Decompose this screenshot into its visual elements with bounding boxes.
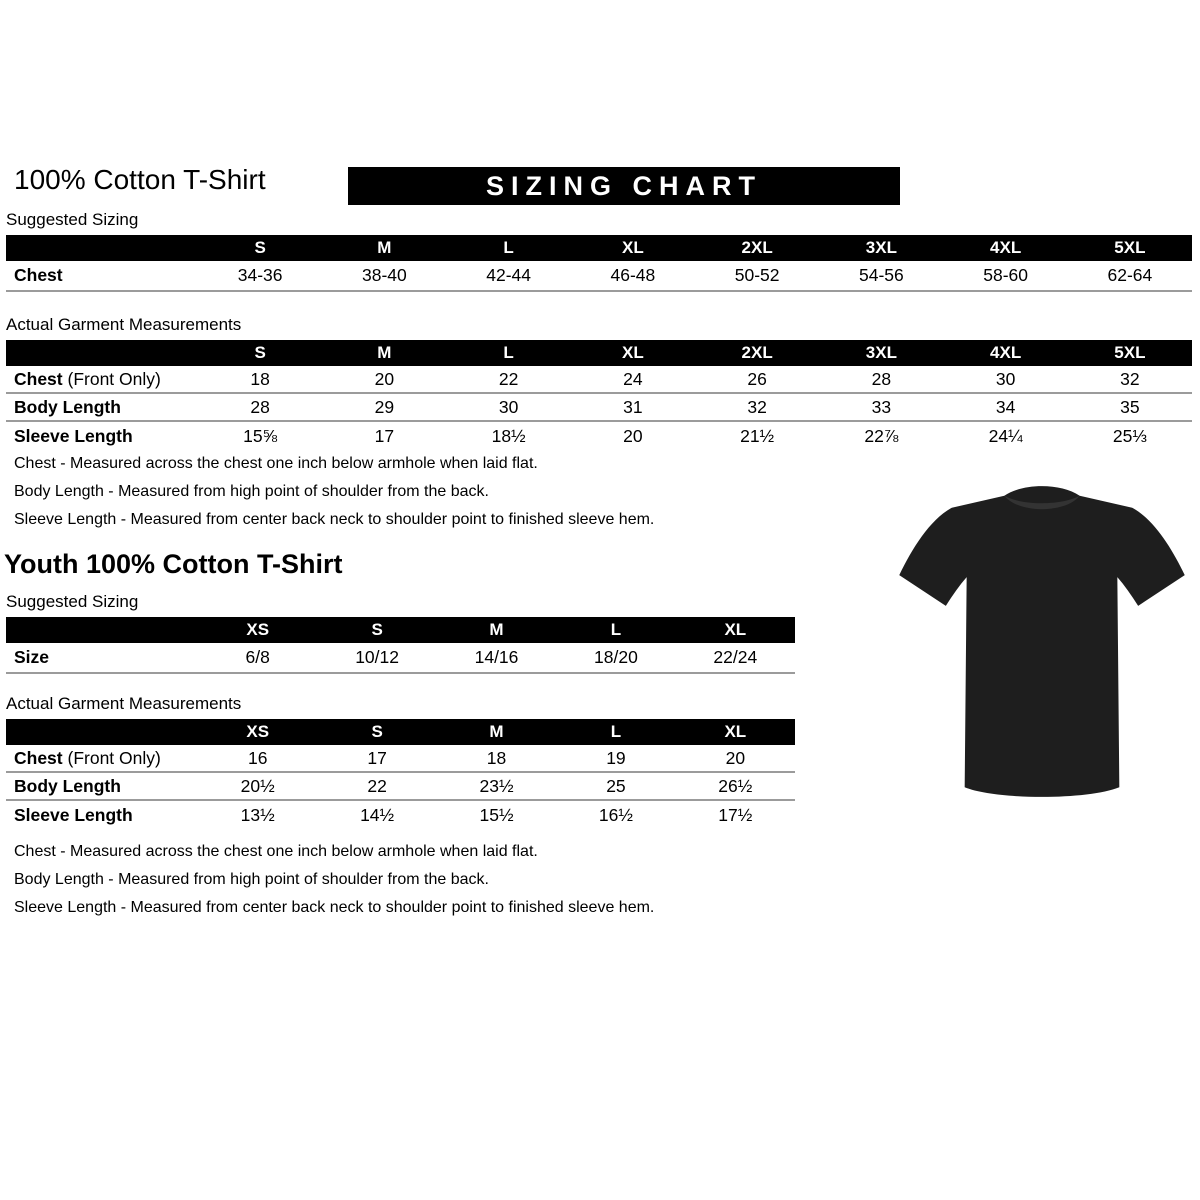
row-label (6, 748, 198, 769)
row-label-text: Chest (14, 265, 63, 285)
measurement-row (6, 261, 1192, 292)
note-sleeve-length: Sleeve Length - Measured from center back neck to shoulder point to finished sleeve hem. (14, 899, 655, 916)
measurement-value: 30 (498, 396, 519, 417)
size-column-header: 4XL (990, 343, 1022, 362)
note-sleeve-length: Sleeve Length - Measured from center back neck to shoulder point to finished sleeve hem. (14, 511, 655, 528)
measurement-value: 58-60 (983, 265, 1028, 285)
youth-measurement-notes (14, 843, 654, 927)
measurement-value: 24 (623, 368, 643, 389)
measurement-value: 17½ (718, 804, 753, 825)
actual-measurements-heading: Actual Garment Measurements (6, 694, 242, 713)
measurement-value: 18/20 (594, 647, 638, 667)
measurement-value: 25 (606, 775, 626, 796)
size-column-header: XL (622, 343, 644, 362)
adult-measurement-notes (14, 455, 654, 539)
size-column-header: S (254, 238, 266, 257)
measurement-value: 26½ (718, 775, 753, 796)
row-label-suffix: (Front Only) (62, 747, 161, 768)
youth-actual-measurements-section (6, 694, 795, 829)
suggested-sizing-heading: Suggested Sizing (6, 592, 139, 611)
measurement-value: 29 (374, 396, 395, 417)
measurement-value: 20 (725, 747, 746, 768)
measurement-row (6, 422, 1192, 450)
measurement-value: 26 (747, 368, 767, 389)
measurement-value: 15½ (479, 804, 514, 825)
measurement-value: 46-48 (610, 265, 656, 285)
measurement-value: 20 (374, 368, 395, 389)
measurement-value: 18½ (491, 425, 526, 446)
measurement-value: 10/12 (355, 647, 399, 667)
measurement-value: 17 (374, 425, 395, 446)
size-column-header: L (503, 238, 514, 257)
size-column-header: XL (622, 238, 644, 257)
measurement-value: 62-64 (1107, 265, 1153, 285)
measurement-value: 24¼ (988, 425, 1023, 446)
table-header-row (6, 340, 1192, 366)
measurement-value: 20 (623, 425, 643, 446)
row-label-suffix: (Front Only) (62, 368, 161, 389)
youth-suggested-sizing-table (6, 617, 795, 674)
size-column-header: M (377, 343, 392, 362)
table-header-row (6, 617, 795, 643)
measurement-value: 22 (367, 775, 387, 796)
note-body-length: Body Length - Measured from high point of shoulder from the back. (14, 871, 489, 888)
row-label-text: Sleeve Length (14, 804, 133, 825)
size-column-header: XL (724, 620, 747, 639)
row-label (6, 805, 198, 826)
size-column-header: L (610, 620, 622, 639)
sizing-chart-banner: SIZING CHART (348, 167, 900, 205)
size-column-header: 2XL (741, 343, 773, 362)
measurement-value: 33 (871, 396, 892, 417)
adult-suggested-sizing-section (6, 210, 1192, 292)
measurement-value: 50-52 (734, 265, 780, 285)
measurement-value: 22⅞ (864, 425, 899, 446)
youth-actual-measurements-table (6, 719, 795, 829)
measurement-value: 17 (367, 747, 387, 768)
measurement-value: 42-44 (486, 265, 531, 285)
actual-measurements-heading: Actual Garment Measurements (6, 315, 242, 334)
measurement-value: 22 (498, 368, 519, 389)
size-column-header: 3XL (865, 238, 897, 257)
size-column-header: L (610, 722, 622, 741)
measurement-value: 18 (486, 747, 507, 768)
size-column-header: M (377, 238, 392, 257)
measurement-value: 32 (1120, 368, 1140, 389)
measurement-row (6, 773, 795, 801)
size-column-header: 3XL (865, 343, 897, 362)
row-label (6, 647, 198, 668)
size-column-header: S (254, 343, 266, 362)
row-label-text: Size (14, 647, 50, 667)
adult-actual-measurements-section (6, 315, 1192, 450)
row-label (6, 397, 198, 418)
measurement-value: 38-40 (361, 265, 407, 285)
note-body-length: Body Length - Measured from high point of shoulder from the back. (14, 483, 489, 500)
measurement-value: 18 (250, 368, 270, 389)
tshirt-product-image (893, 474, 1191, 816)
tshirt-body (899, 486, 1184, 797)
measurement-value: 34-36 (237, 265, 283, 285)
measurement-row (6, 394, 1192, 422)
measurement-row (6, 745, 795, 773)
row-label (6, 776, 198, 797)
measurement-value: 21½ (740, 425, 775, 446)
size-column-header: XS (246, 620, 270, 639)
size-column-header: M (489, 722, 504, 741)
measurement-value: 32 (747, 396, 767, 417)
row-label-text: Body Length (14, 775, 121, 796)
measurement-value: 16½ (598, 804, 633, 825)
measurement-value: 54-56 (858, 265, 904, 285)
note-chest: Chest - Measured across the chest one inch below armhole when laid flat. (14, 843, 538, 860)
measurement-value: 34 (995, 396, 1016, 417)
measurement-value: 35 (1120, 396, 1140, 417)
measurement-value: 6/8 (245, 647, 270, 667)
size-column-header: XL (724, 722, 747, 741)
size-column-header: 4XL (990, 238, 1022, 257)
measurement-value: 16 (247, 747, 268, 768)
measurement-row (6, 801, 795, 829)
tshirt-graphic (893, 474, 1191, 816)
table-header-row (6, 719, 795, 745)
size-column-header: XS (246, 722, 270, 741)
measurement-value: 30 (995, 368, 1016, 389)
size-column-header: M (489, 620, 504, 639)
measurement-row (6, 366, 1192, 394)
measurement-value: 15⅝ (243, 425, 278, 446)
measurement-value: 28 (871, 368, 892, 389)
measurement-value: 28 (250, 396, 270, 417)
measurement-value: 25⅓ (1112, 425, 1147, 446)
measurement-value: 20½ (240, 775, 275, 796)
row-label-text: Body Length (14, 396, 121, 417)
row-label-text: Sleeve Length (14, 425, 133, 446)
size-column-header: 5XL (1114, 343, 1146, 362)
measurement-value: 22/24 (713, 647, 758, 667)
measurement-value: 19 (606, 747, 626, 768)
row-label (6, 265, 198, 286)
suggested-sizing-heading: Suggested Sizing (6, 210, 139, 229)
size-column-header: S (371, 722, 383, 741)
measurement-row (6, 643, 795, 674)
measurement-value: 14½ (360, 804, 395, 825)
row-label (6, 426, 198, 447)
size-column-header: L (503, 343, 514, 362)
adult-actual-measurements-table (6, 340, 1192, 450)
row-label-text: Chest (14, 747, 63, 768)
row-label-text: Chest (14, 368, 63, 389)
measurement-value: 14/16 (474, 647, 519, 667)
row-label (6, 369, 198, 390)
table-header-row (6, 235, 1192, 261)
note-chest: Chest - Measured across the chest one inch below armhole when laid flat. (14, 455, 538, 472)
youth-suggested-sizing-section (6, 592, 795, 674)
adult-suggested-sizing-table (6, 235, 1192, 292)
youth-product-title: Youth 100% Cotton T-Shirt (4, 549, 343, 579)
measurement-value: 31 (623, 396, 643, 417)
measurement-value: 13½ (240, 804, 275, 825)
size-column-header: 5XL (1114, 238, 1146, 257)
size-column-header: S (371, 620, 383, 639)
measurement-value: 23½ (479, 775, 514, 796)
adult-product-title: 100% Cotton T-Shirt (14, 164, 266, 195)
size-column-header: 2XL (741, 238, 773, 257)
